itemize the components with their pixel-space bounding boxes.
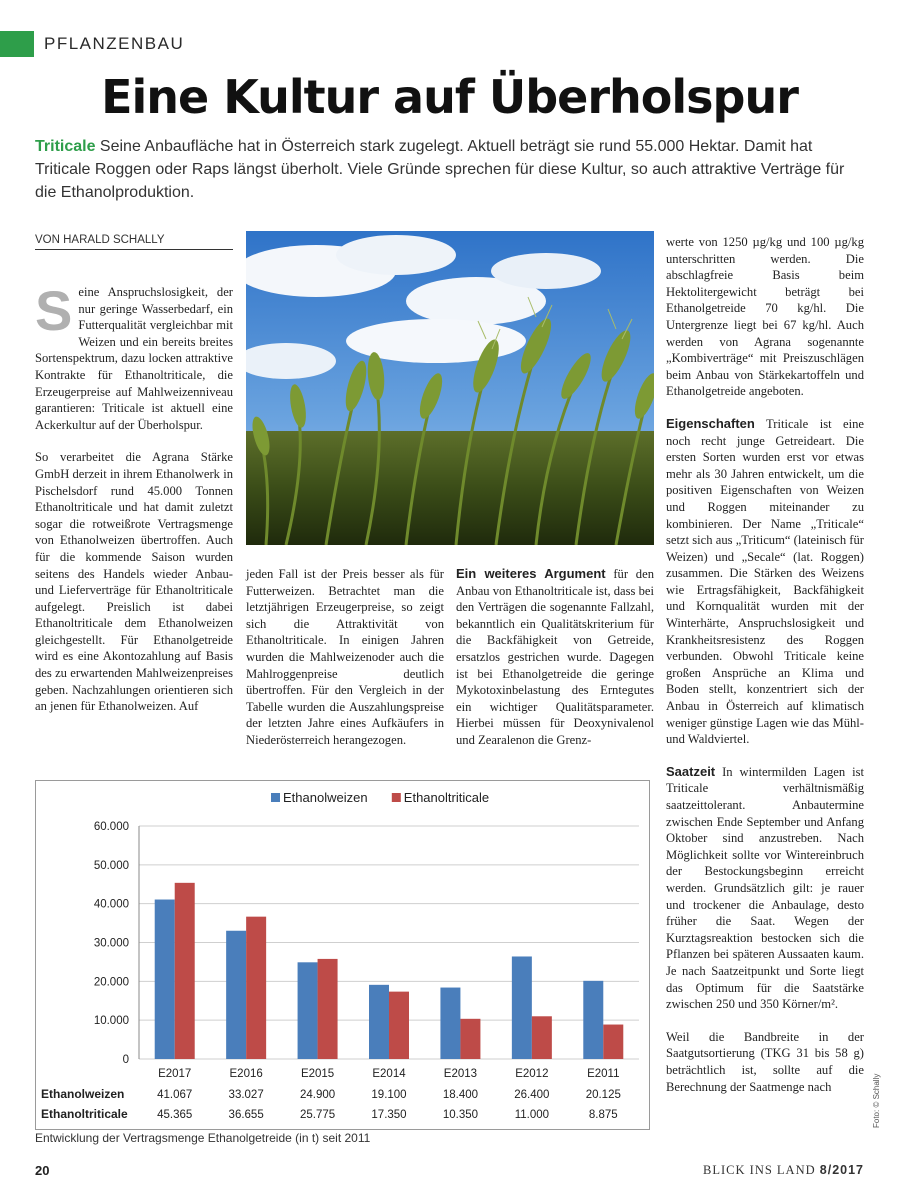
section-color-block xyxy=(0,31,34,57)
data-label: 33.027 xyxy=(228,1089,264,1101)
bar xyxy=(318,959,338,1059)
bar xyxy=(155,900,175,1059)
magazine-name: BLICK INS LAND xyxy=(703,1163,816,1177)
data-label: 19.100 xyxy=(371,1089,407,1101)
chart-caption: Entwicklung der Vertragsmenge Ethanolgetreide (in t) seit 2011 xyxy=(35,1131,371,1145)
bar xyxy=(369,985,389,1059)
bar xyxy=(440,988,460,1059)
y-tick-label: 0 xyxy=(122,1054,129,1066)
issue-number: 8/2017 xyxy=(819,1163,864,1177)
x-tick-label: E2015 xyxy=(300,1068,335,1080)
table-row-label: Ethanoltriticale xyxy=(41,1107,128,1121)
paragraph xyxy=(666,764,864,1013)
bar xyxy=(175,883,195,1059)
paragraph-text: Triticale ist eine noch recht junge Getreideart. Die ersten Sorten wurden erst vor etwas mehr als 30 Jahren entwickelt, um die positiven Eigenschaften von Weizen und Roggen miteinander zu kombinieren. Der Name „Triticale“ setzt sich aus „Triticum“ (lateinisch für Weizen) und „Secale“ (lat. Roggen) zusammen. Die Stärken des Weizens wie Ertragsfähigkeit, Backfähigkeit und Kornqualität wurden mit der Winterhärte, Anspruchslosigkeit und Krankheitsresistenz des Roggen verbunden. Obwohl Triticale keine großen Ansprüche an Klima und Boden stellt, konzentriert sich der Anbau in Österreich auf klimatisch weniger günstige Lagen wie das Mühl- und Waldviertel. xyxy=(666,416,864,747)
paragraph-keyword: Saatzeit xyxy=(666,763,716,779)
bar xyxy=(583,981,603,1059)
x-tick-label: E2014 xyxy=(372,1068,406,1080)
paragraph xyxy=(456,566,654,749)
y-tick-label: 10.000 xyxy=(93,1015,129,1028)
x-tick-label: E2012 xyxy=(515,1068,549,1080)
bar xyxy=(298,962,318,1059)
data-label: 10.350 xyxy=(442,1109,479,1121)
x-tick-label: E2011 xyxy=(587,1068,620,1080)
legend-swatch xyxy=(271,793,280,802)
chart-canvas xyxy=(36,781,649,1129)
y-tick-label: 50.000 xyxy=(93,859,129,872)
paragraph: werte von 1250 µg/kg und 100 µg/kg unterschritten werden. Die abschlagfreie Basis beim Hektolitergewicht beträgt bei Ethanolgetreide 70 kg/hl. Die Untergrenze liegt bei 67 kg/hl. Auch werden von Agrana sogenannte „Kombiverträge“ mit Preiszuschlägen beim Anbau von Stärkekartoffeln und Ethanolgetreide angeboten. xyxy=(666,235,864,399)
y-tick-label: 20.000 xyxy=(93,976,129,989)
data-label: 11.000 xyxy=(514,1109,550,1121)
paragraph xyxy=(35,279,233,433)
data-label: 45.365 xyxy=(157,1109,193,1121)
page-number: 20 xyxy=(35,1163,50,1178)
bar xyxy=(512,956,532,1059)
legend-label: Ethanolweizen xyxy=(283,790,368,805)
paragraph-keyword: Eigenschaften xyxy=(666,415,755,431)
article-lead xyxy=(35,135,865,204)
data-label: 26.400 xyxy=(514,1089,550,1101)
legend-swatch xyxy=(392,793,401,802)
article-headline: Eine Kultur auf Überholspur xyxy=(101,70,798,124)
x-tick-label: E2016 xyxy=(229,1068,263,1080)
x-tick-label: E2017 xyxy=(158,1068,192,1080)
paragraph-keyword: Ein weiteres Argument xyxy=(456,566,606,581)
data-label: 8.875 xyxy=(588,1109,618,1121)
article-column-1 xyxy=(35,279,233,715)
bar xyxy=(226,931,246,1059)
bar xyxy=(603,1025,623,1059)
paragraph: Weil die Bandbreite in der Saatgutsortierung (TKG 31 bis 58 g) beträchtlich ist, sollte auf die Berechnung der Saatmenge nach xyxy=(666,1029,864,1094)
article-column-2 xyxy=(246,566,444,749)
paragraph-text: für den Anbau von Ethanoltriticale ist, dass bei den Verträgen die sogenannte Fallzahl, bekanntlich ein Qualitätskriterium für die Backfähigkeit von Getreide, ersatzlos gestrichen wurde. Dagegen ist bei Ethanolgetreide die geringe Mykotoxinbelastung des Erntegutes ein wichtiger Qualitätsparameter. Hierbei müssen für Deoxynivalenol und Zearalenon die Grenz- xyxy=(456,567,654,747)
data-label: 17.350 xyxy=(371,1109,407,1121)
y-tick-label: 60.000 xyxy=(93,821,129,833)
paragraph: So verarbeitet die Agrana Stärke GmbH derzeit in ihrem Ethanolwerk in Pischelsdorf rund 45.000 Tonnen Ethanoltriticale und hat damit zuletzt sogar die rotweißrote Vertragsmenge von Ethanolweizen übertroffen. Auch für die kommende Saison wurden seitens des Handels wieder Anbau- und Lieferverträge für Ethanoltriticale aufgelegt. Preislich ist dabei Ethanoltriticale dem Ethanolweizen gleichgestellt. Für Ethanolgetreide wird es eine Akontozahlung auf Basis des zu erwartenden Mahlweizenpreises geben. Nachzahlungen orientieren sich an jenen für Ethanolweizen. Auf xyxy=(35,450,233,714)
triticale-photo xyxy=(246,231,654,545)
paragraph-text: eine Anspruchslosigkeit, der nur geringe Wasserbedarf, ein Futterqualität vergleichbar mit Weizen und ein bereits breites Sortenspektrum, dazu locken attraktive Kontrakte für Ethanoltriticale, die Erzeugerpreise auf Mahlweizenniveau garantieren: Triticale ist aktuell eine Ackerkultur auf der Überholspur. xyxy=(35,285,233,432)
data-label: 18.400 xyxy=(442,1089,479,1101)
y-tick-label: 30.000 xyxy=(93,937,129,950)
y-tick-label: 40.000 xyxy=(93,898,129,911)
paragraph: jeden Fall ist der Preis besser als für Futterweizen. Betrachtet man die letztjährigen Erzeugerpreise, so zeigt sich die Attraktivität von Ethanoltriticale. In einigen Jahren wurden die Mahlweizenoder auch die Mahlroggenpreise deutlich übertroffen. Für den Vergleich in der Tabelle wurden die Auszahlungspreise der letzten Jahre eines Aufkäufers in Niederösterreich herangezogen. xyxy=(246,567,444,747)
drop-cap: S xyxy=(35,279,73,342)
bar xyxy=(532,1016,552,1059)
paragraph-text: In wintermilden Lagen ist Triticale verhältnismäßig saatzeittolerant. Anbautermine zwischen Ende September und Anfang Oktober sind anzustreben. Nach Möglichkeit sollte vor Wintereinbruch der Bestockungsbeginn erreicht werden. Grundsätzlich gilt: je rauer und trockener die Anbaulage, desto früher die Saat. Wegen der Kurztagsreaktion bestocken sich die Pflanzen bei späteren Aussaaten kaum. Je nach Saatzeitpunkt und Sorte liegt das Optimum für die Saatstärke zwischen 250 und 350 Körner/m². xyxy=(666,764,864,1012)
table-row-label: Ethanolweizen xyxy=(41,1087,125,1101)
article-column-3 xyxy=(456,566,654,749)
paragraph xyxy=(666,416,864,748)
lead-keyword: Triticale xyxy=(35,138,96,155)
data-label: 41.067 xyxy=(157,1089,193,1101)
x-tick-label: E2013 xyxy=(443,1068,478,1080)
article-column-4 xyxy=(666,234,864,1095)
lead-text: Seine Anbaufläche hat in Österreich stark zugelegt. Aktuell beträgt sie rund 55.000 Hektar. Damit hat Triticale Roggen oder Raps längst überholt. Viele Gründe sprechen für diese Kultur, so auch attraktive Verträge für die Ethanolproduktion. xyxy=(35,138,845,201)
photo-credit: Foto: © Schally xyxy=(872,1073,881,1128)
byline: VON HARALD SCHALLY xyxy=(35,234,233,250)
footer-magazine xyxy=(703,1163,864,1178)
data-label: 20.125 xyxy=(585,1089,621,1101)
data-label: 36.655 xyxy=(228,1109,264,1121)
legend-label: Ethanoltriticale xyxy=(403,790,490,805)
bar xyxy=(246,917,266,1059)
section-label: PFLANZENBAU xyxy=(44,34,185,53)
data-label: 25.775 xyxy=(299,1109,336,1121)
bar xyxy=(389,992,409,1059)
data-label: 24.900 xyxy=(299,1089,336,1101)
bar-chart xyxy=(35,780,650,1130)
bar xyxy=(460,1019,480,1059)
